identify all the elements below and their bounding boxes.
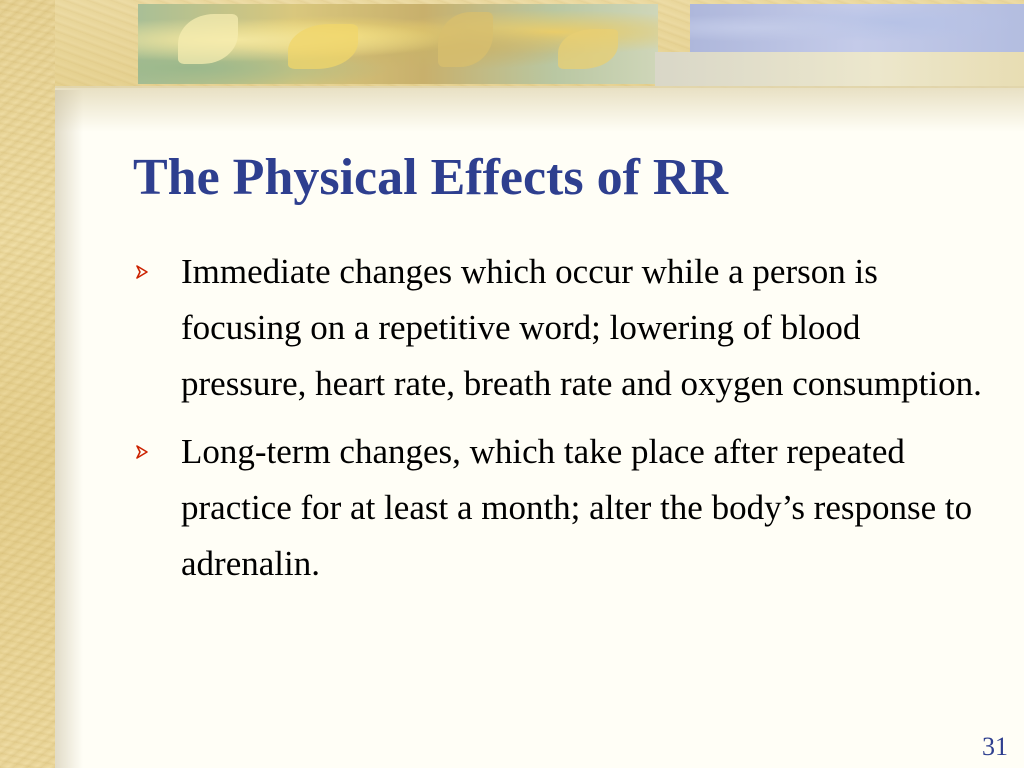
sky-image	[690, 4, 1024, 52]
slide-title: The Physical Effects of RR	[133, 149, 729, 206]
parchment-side-strip	[0, 0, 55, 768]
banner-lower-image	[655, 52, 1024, 86]
bullet-text: Immediate changes which occur while a person is focusing on a repetitive word; lowering of blood pressure, heart rate, breath rate and oxygen consumption.	[181, 252, 982, 403]
bullet-text: Long-term changes, which take place after repeated practice for at least a month; alter the body’s response to adrenalin.	[181, 432, 973, 583]
arrowhead-bullet-icon	[135, 444, 149, 460]
arrowhead-bullet-icon	[135, 264, 149, 280]
banner-shadow	[55, 86, 1024, 132]
page-number: 31	[982, 732, 1008, 761]
bullet-list	[133, 244, 983, 604]
autumn-leaves-image	[138, 4, 658, 84]
side-strip-shadow	[55, 90, 83, 768]
bullet-item	[133, 424, 983, 592]
bullet-item	[133, 244, 983, 412]
